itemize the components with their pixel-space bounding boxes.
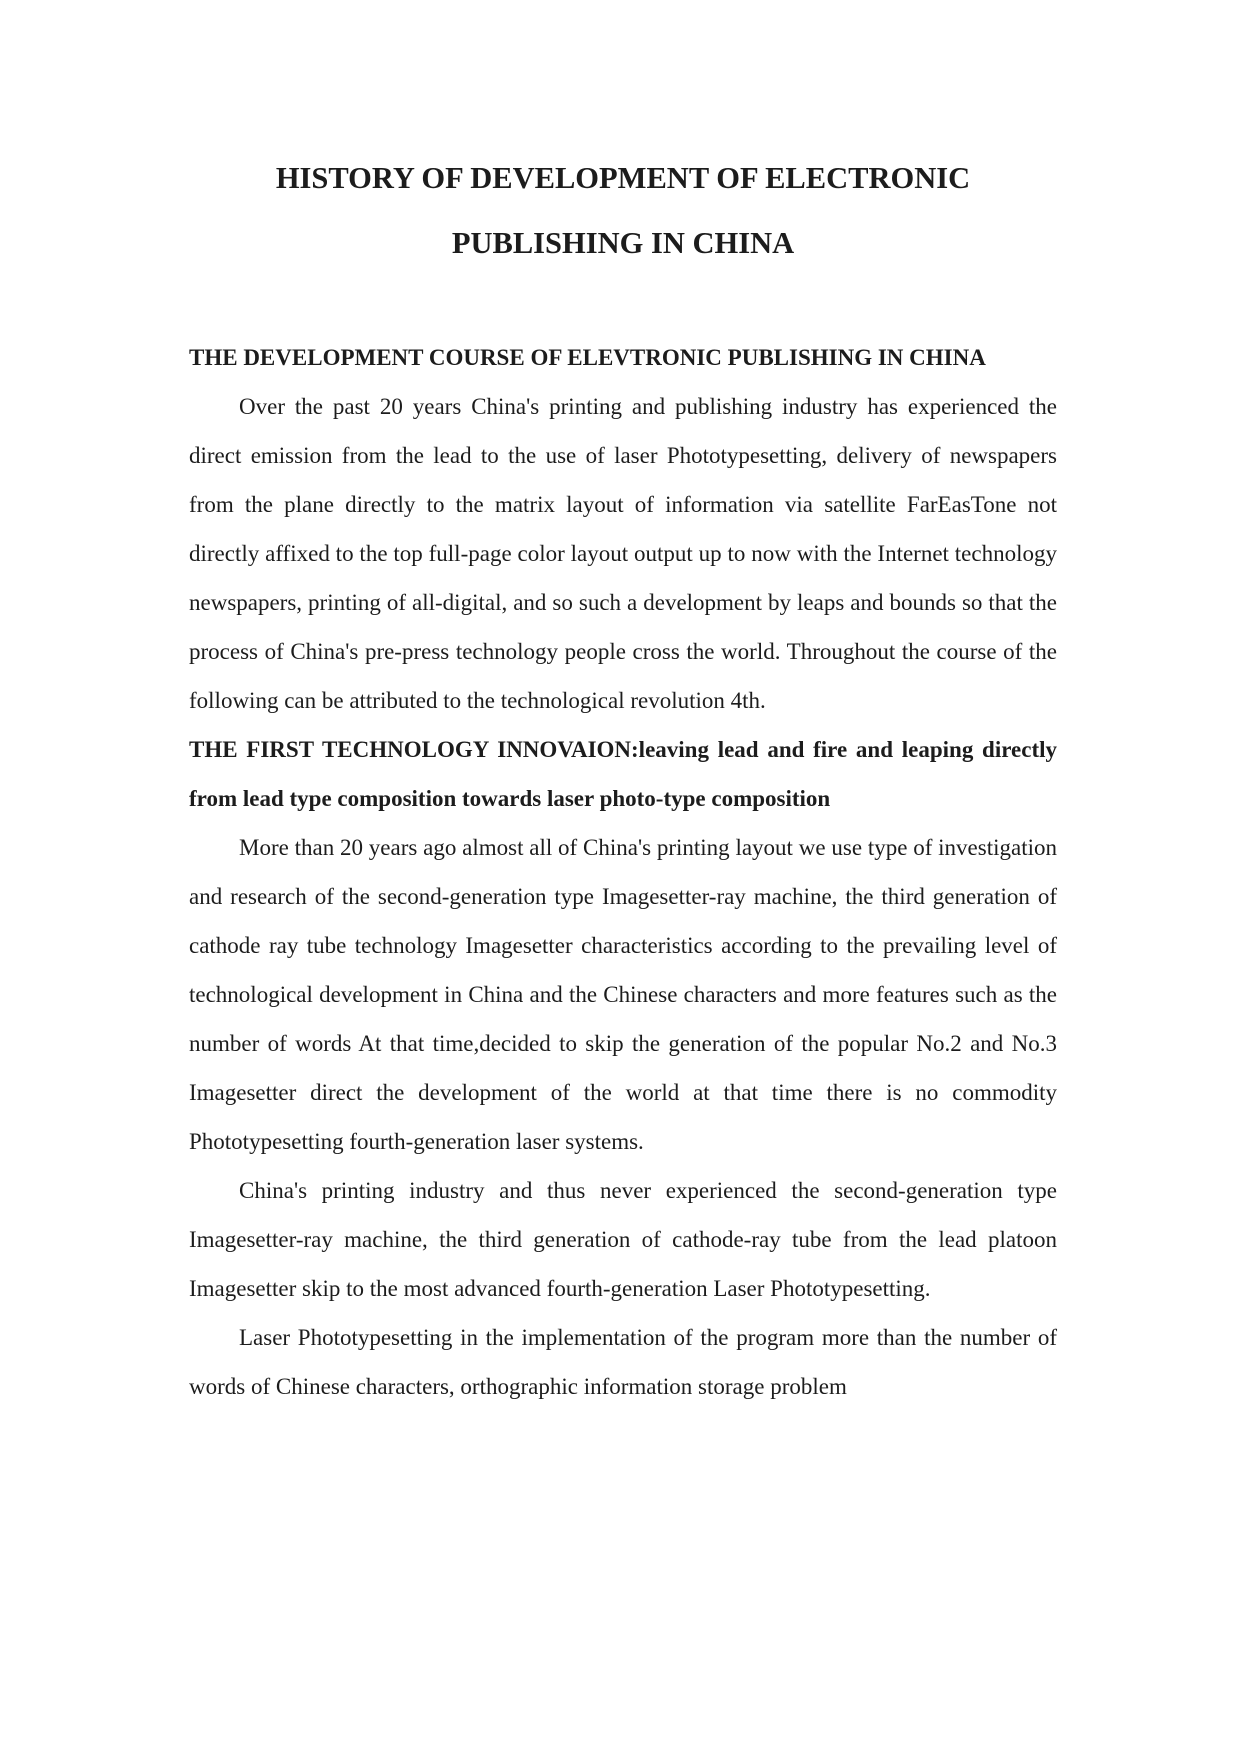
paragraph-1: Over the past 20 years China's printing and publishing industry has experienced the direct emission from the lead to the use of laser Phototypesetting, delivery of newspapers from the plane directly to the matrix layout of information via satellite FarEasTone not directly affixed to the top full-page color layout output up to now with the Internet technology newspapers, printing of all-digital, and so such a development by leaps and bounds so that the process of China's pre-press technology people cross the world. Throughout the course of the following can be attributed to the technological revolution 4th. xyxy=(189,394,1057,713)
title-line-2: PUBLISHING IN CHINA xyxy=(451,226,795,260)
section-heading: THE DEVELOPMENT COURSE OF ELEVTRONIC PUBLISHING IN CHINA xyxy=(189,345,986,370)
subheading-first-innovation: THE FIRST TECHNOLOGY INNOVAION:leaving lead and fire and leaping directly from lead type composition towards laser photo-type composition xyxy=(189,737,1057,811)
title-line-1: HISTORY OF DEVELOPMENT OF ELECTRONIC xyxy=(275,161,971,195)
document-body xyxy=(189,146,1057,1411)
paragraph-4: Laser Phototypesetting in the implementation of the program more than the number of words of Chinese characters, orthographic information storage problem xyxy=(189,1325,1057,1399)
paragraph-3: China's printing industry and thus never experienced the second-generation type Imagesetter-ray machine, the third generation of cathode-ray tube from the lead platoon Imagesetter skip to the most advanced fourth-generation Laser Phototypesetting. xyxy=(189,1178,1057,1301)
document-title xyxy=(189,146,1057,276)
paragraph-2: More than 20 years ago almost all of China's printing layout we use type of investigation and research of the second-generation type Imagesetter-ray machine, the third generation of cathode ray tube technology Imagesetter characteristics according to the prevailing level of technological development in China and the Chinese characters and more features such as the number of words At that time,decided to skip the generation of the popular No.2 and No.3 Imagesetter direct the development of the world at that time there is no commodity Phototypesetting fourth-generation laser systems. xyxy=(189,835,1057,1154)
